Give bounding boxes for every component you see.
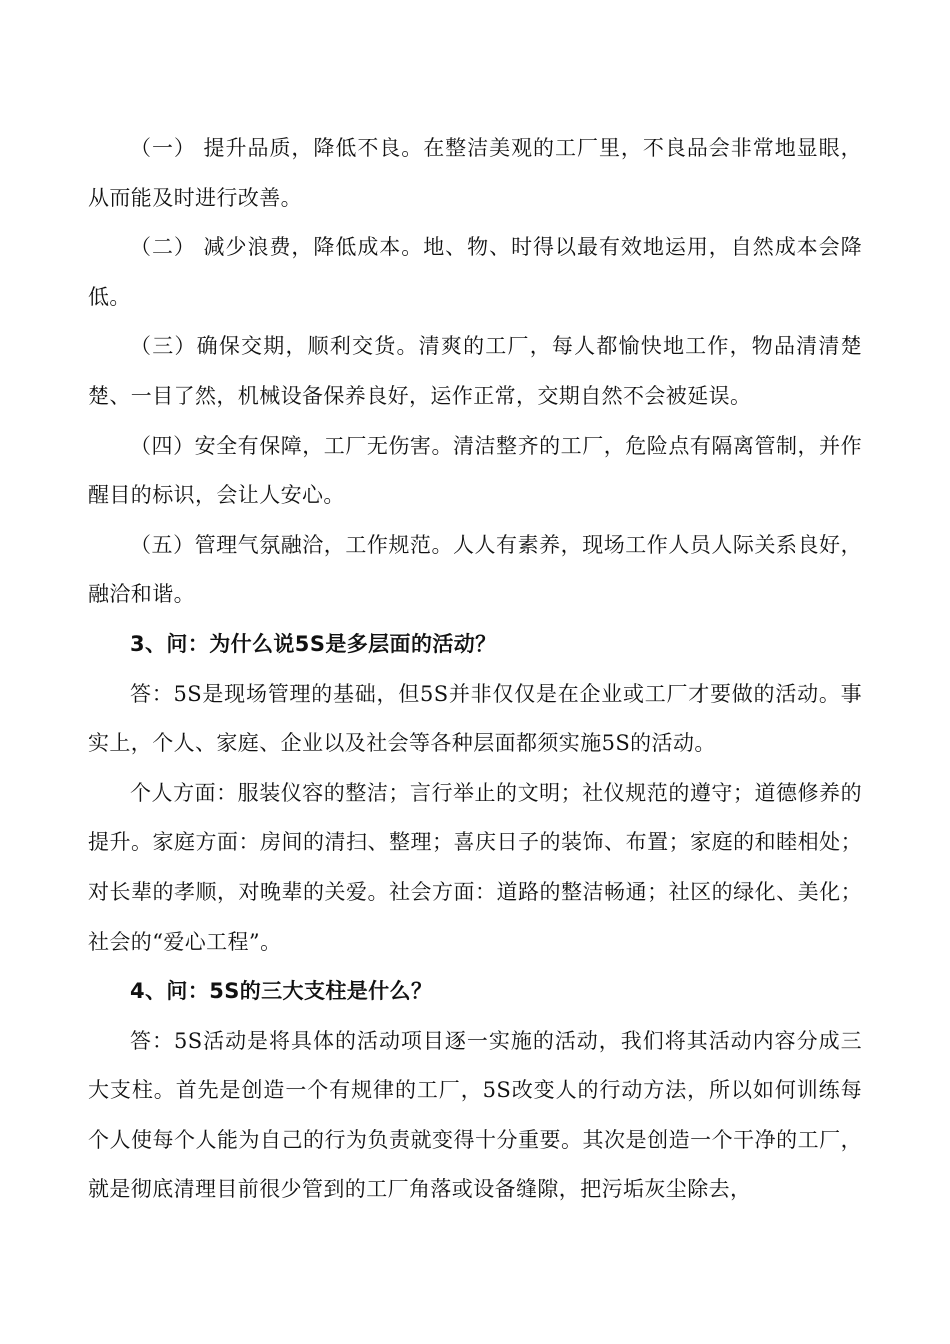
question-heading-3: 3、问：为什么说5S是多层面的活动？: [130, 631, 497, 656]
paragraph-benefit-4: （四）安全有保障，工厂无伤害。清洁整齐的工厂，危险点有隔离管制，并作醒目的标识，会让人安心。: [88, 433, 862, 508]
paragraph-benefit-1: （一） 提升品质，降低不良。在整洁美观的工厂里，不良品会非常地显眼，从而能及时进行改善。: [88, 136, 862, 210]
answer-paragraph-3-detail: 个人方面：服装仪容的整洁；言行举止的文明；社仪规范的遵守；道德修养的提升。家庭方面：房间的清扫、整理；喜庆日子的装饰、布置；家庭的和睦相处；对长辈的孝顺，对晚辈的关爱。社会方面：道路的整洁畅通；社区的绿化、美化；社会的“爱心工程”。: [88, 780, 862, 954]
paragraph-benefit-5: （五）管理气氛融洽，工作规范。人人有素养，现场工作人员人际关系良好，融洽和谐。: [88, 532, 862, 607]
paragraph-benefit-2: （二） 减少浪费，降低成本。地、物、时得以最有效地运用，自然成本会降低。: [88, 235, 862, 309]
paragraph-benefit-3: （三）确保交期，顺利交货。清爽的工厂，每人都愉快地工作，物品清清楚楚、一目了然，机械设备保养良好，运作正常，交期自然不会被延误。: [88, 334, 862, 408]
answer-paragraph-4: 答：5S活动是将具体的活动项目逐一实施的活动，我们将其活动内容分成三大支柱。首先是创造一个有规律的工厂，5S改变人的行动方法，所以如何训练每个人使每个人能为自己的行为负责就变得十分重要。其次是创造一个干净的工厂，就是彻底清理目前很少管到的工厂角落或设备缝隙，把污垢灰尘除去，: [88, 1028, 862, 1202]
document-body: [88, 124, 862, 1215]
answer-paragraph-3: 答：5S是现场管理的基础，但5S并非仅仅是在企业或工厂才要做的活动。事实上，个人、家庭、企业以及社会等各种层面都须实施5S的活动。: [88, 681, 862, 756]
question-heading-4: 4、问：5S的三大支柱是什么？: [130, 979, 433, 1004]
